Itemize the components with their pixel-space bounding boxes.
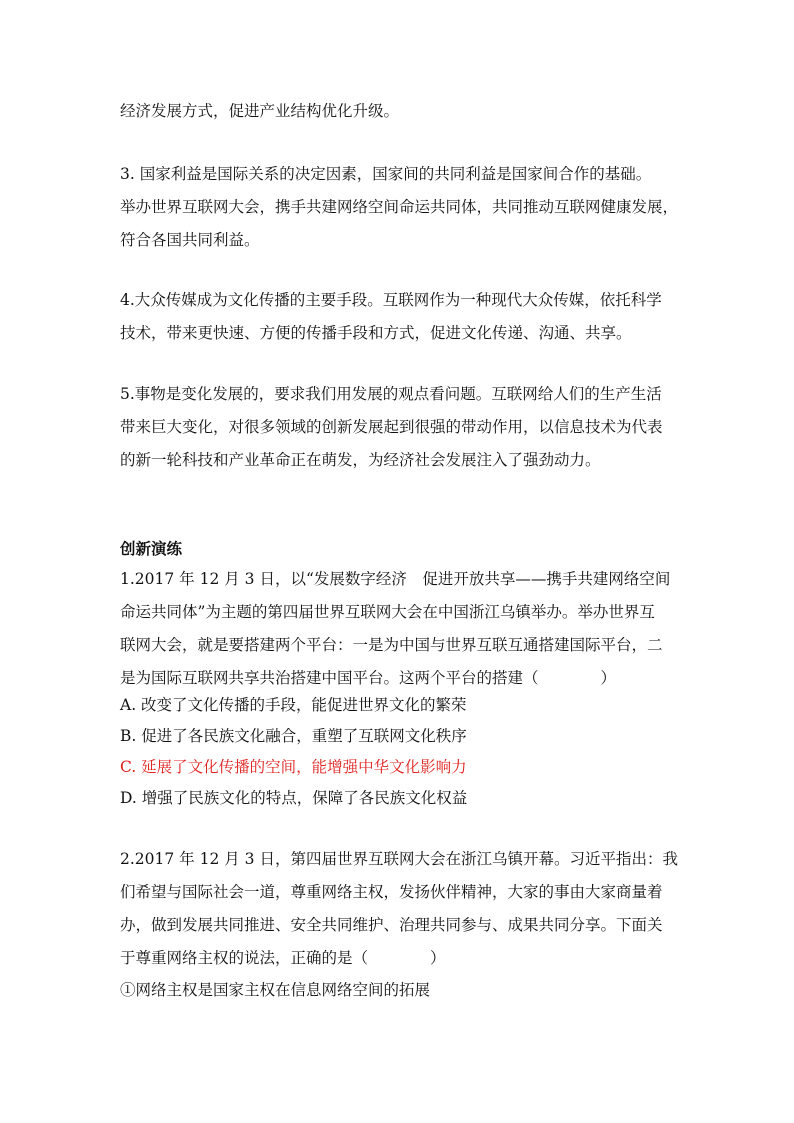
text-line: 技术，带来更快速、方便的传播手段和方式，促进文化传递、沟通、共享。 bbox=[120, 324, 632, 342]
question-1-options bbox=[120, 690, 680, 814]
text-line: 经济发展方式，促进产业结构优化升级。 bbox=[120, 102, 400, 120]
question-stem-line: 们希望与国际社会一道，尊重网络主权，发扬伙伴精神，大家的事由大家商量着 bbox=[120, 883, 663, 901]
text-line: 3. 国家利益是国际关系的决定因素，国家间的共同利益是国家间合作的基础。 bbox=[120, 165, 652, 183]
question-2 bbox=[120, 843, 680, 1006]
paragraph-4 bbox=[120, 284, 680, 350]
question-stem-line: 联网大会，就是要搭建两个平台：一是为中国与世界互联互通搭建国际平台，二 bbox=[120, 636, 663, 654]
option-b: B. 促进了各民族文化融合，重塑了互联网文化秩序 bbox=[120, 727, 467, 745]
paragraph-5 bbox=[120, 378, 680, 477]
question-stem-line: 办，做到发展共同推进、安全共同维护、治理共同参与、成果共同分享。下面关 bbox=[120, 916, 663, 934]
question-stem-line: 于尊重网络主权的说法，正确的是（ ） bbox=[120, 949, 446, 967]
statement-item: ①网络主权是国家主权在信息网络空间的拓展 bbox=[120, 981, 431, 999]
question-1 bbox=[120, 563, 680, 695]
question-stem-line: 1.2017 年 12 月 3 日，以“发展数字经济 促进开放共享——携手共建网络空间 bbox=[120, 570, 671, 588]
paragraph-continued bbox=[120, 95, 680, 128]
paragraph-3 bbox=[120, 158, 680, 257]
option-d: D. 增强了民族文化的特点，保障了各民族文化权益 bbox=[120, 789, 468, 807]
text-line: 4.大众传媒成为文化传播的主要手段。互联网作为一种现代大众传媒，依托科学 bbox=[120, 291, 662, 309]
text-line: 的新一轮科技和产业革命正在萌发，为经济社会发展注入了强劲动力。 bbox=[120, 451, 601, 469]
text-line: 举办世界互联网大会，携手共建网络空间命运共同体，共同推动互联网健康发展， bbox=[120, 198, 679, 216]
section-heading: 创新演练 bbox=[120, 540, 183, 558]
option-a: A. 改变了文化传播的手段，能促进世界文化的繁荣 bbox=[120, 696, 467, 714]
question-stem-line: 2.2017 年 12 月 3 日，第四届世界互联网大会在浙江乌镇开幕。习近平指出：我 bbox=[120, 850, 678, 868]
text-line: 5.事物是变化发展的，要求我们用发展的观点看问题。互联网给人们的生产生活 bbox=[120, 385, 662, 403]
text-line: 带来巨大变化，对很多领域的创新发展起到很强的带动作用，以信息技术为代表 bbox=[120, 418, 663, 436]
question-stem-line: 是为国际互联网共享共治搭建中国平台。这两个平台的搭建（ ） bbox=[120, 669, 617, 687]
option-c-answer: C. 延展了文化传播的空间，能增强中华文化影响力 bbox=[120, 758, 467, 776]
question-stem-line: 命运共同体”为主题的第四届世界互联网大会在中国浙江乌镇举办。举办世界互 bbox=[120, 603, 655, 621]
text-line: 符合各国共同利益。 bbox=[120, 231, 260, 249]
